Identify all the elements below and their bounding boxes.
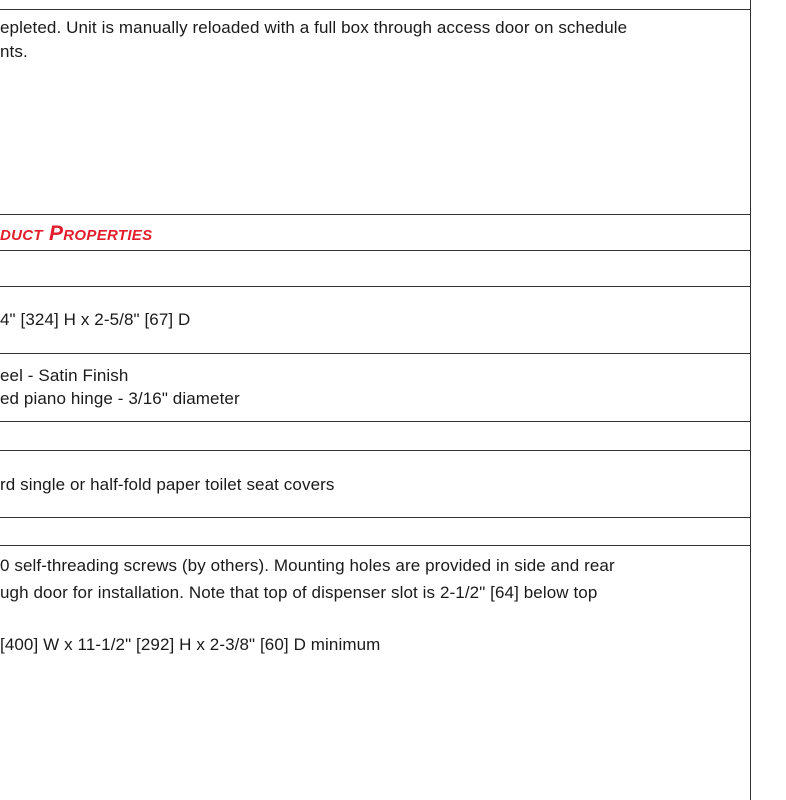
installation-text-line-1: 0 self-threading screws (by others). Mounting holes are provided in side and rear: [0, 556, 615, 575]
dimensions-text: 4" [324] H x 2-5/8" [67] D: [0, 310, 191, 329]
table-right-border: [750, 0, 751, 800]
installation-text-line-2: ugh door for installation. Note that top of dispenser slot is 2-1/2" [64] below top: [0, 583, 598, 602]
rough-wall-opening-text: [400] W x 11-1/2" [292] H x 2-3/8" [60] D minimum: [0, 635, 381, 654]
row-divider: [0, 421, 751, 422]
capacity-text: rd single or half-fold paper toilet seat covers: [0, 475, 335, 494]
row-divider: [0, 9, 751, 10]
row-divider: [0, 545, 751, 546]
materials-text-line-2: ed piano hinge - 3/16" diameter: [0, 389, 240, 408]
row-divider: [0, 250, 751, 251]
row-divider: [0, 286, 751, 287]
row-divider: [0, 517, 751, 518]
row-divider: [0, 450, 751, 451]
row-divider: [0, 214, 751, 215]
row-divider: [0, 353, 751, 354]
materials-text-line-1: eel - Satin Finish: [0, 366, 129, 385]
product-properties-heading: duct Properties: [0, 222, 153, 245]
operation-text-line-1: epleted. Unit is manually reloaded with a full box through access door on schedule: [0, 18, 628, 37]
operation-text-line-2: nts.: [0, 42, 28, 61]
